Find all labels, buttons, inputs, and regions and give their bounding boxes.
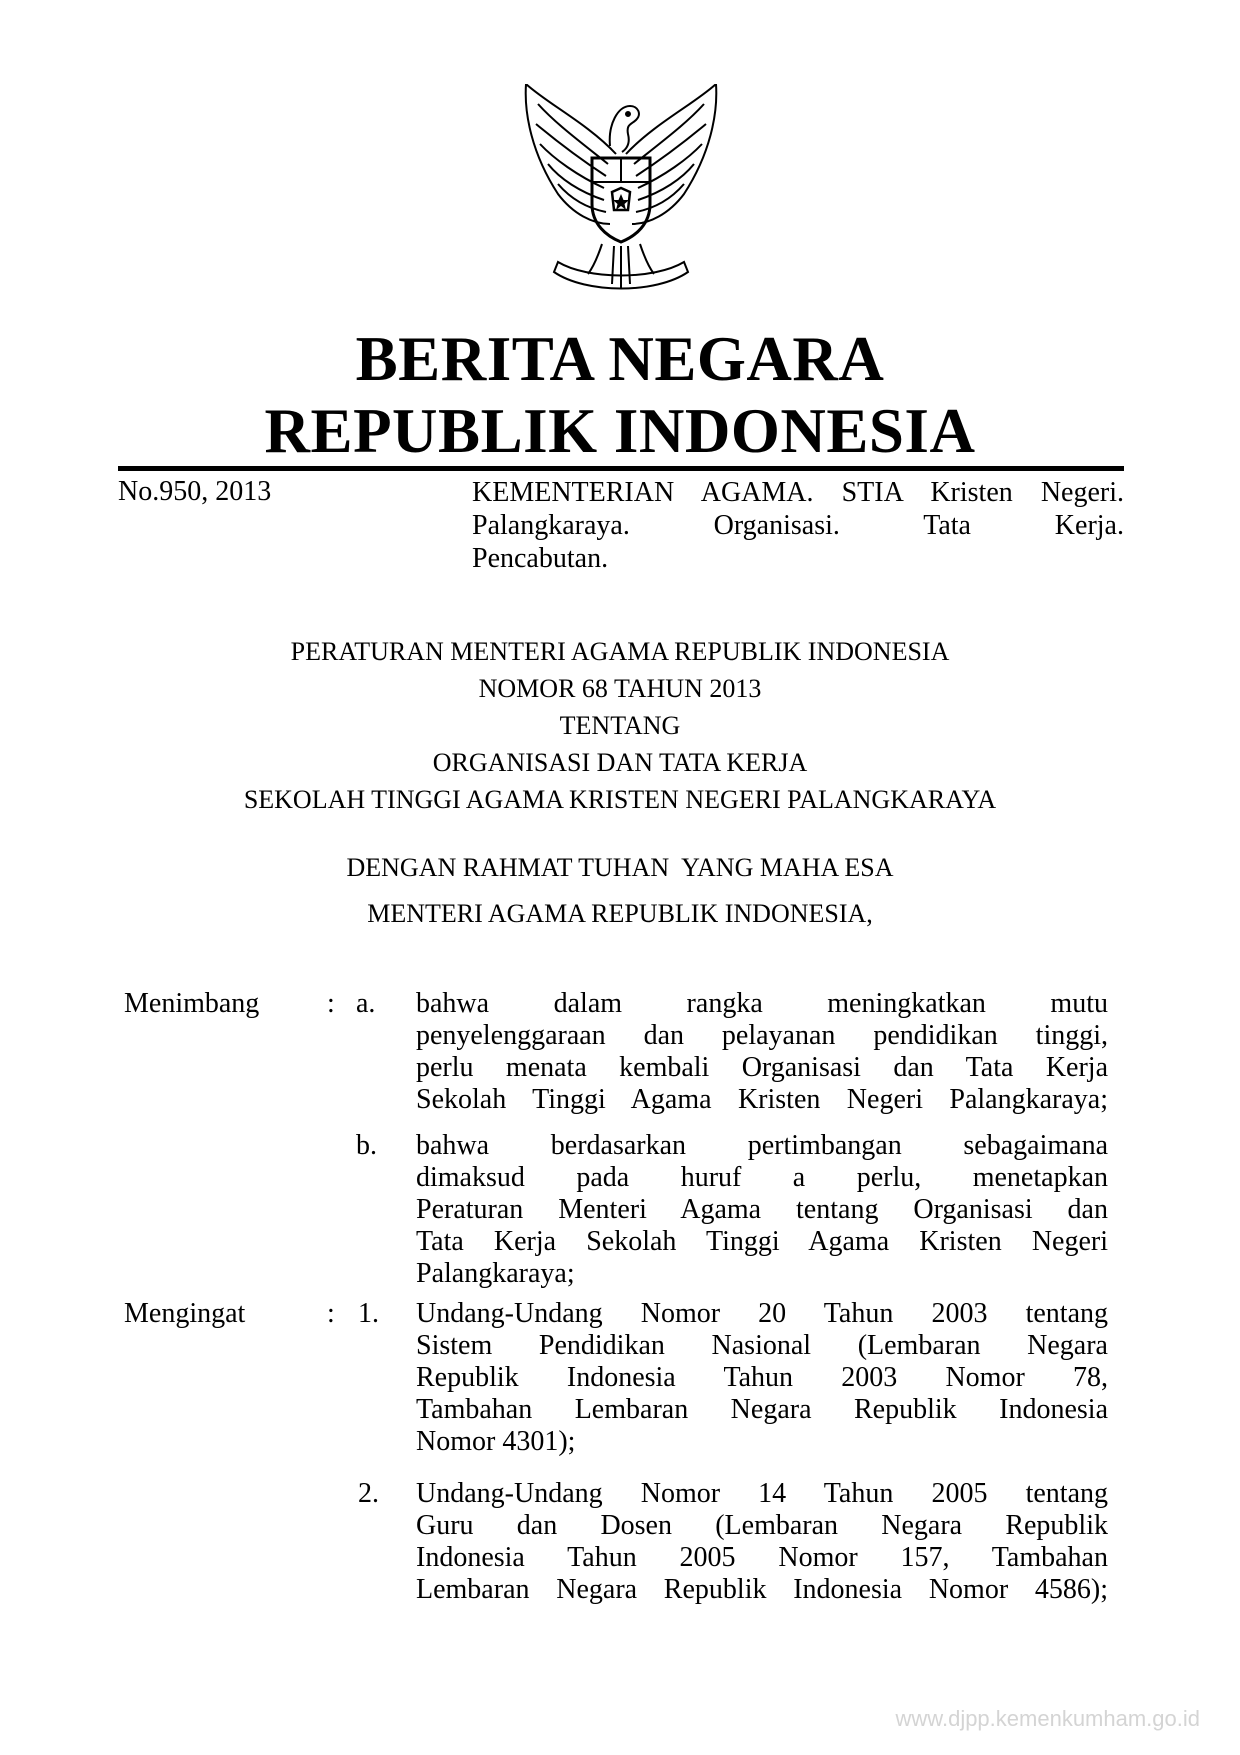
gazette-subject-line: Palangkaraya. Organisasi. Tata Kerja. (472, 510, 1124, 541)
mengingat-item-2 (416, 1478, 1108, 1606)
masthead-subtitle: REPUBLIK INDONESIA (264, 396, 976, 466)
text-line: Tata Kerja Sekolah Tinggi Agama Kristen Negeri (416, 1226, 1108, 1257)
text-line: Lembaran Negara Republik Indonesia Nomor 4586); (416, 1574, 1108, 1605)
menimbang-item-b (416, 1130, 1108, 1290)
text-line: perlu menata kembali Organisasi dan Tata Kerja (416, 1052, 1108, 1083)
menimbang-item-marker: b. (356, 1130, 377, 1161)
opening-line: MENTERI AGAMA REPUBLIK INDONESIA, (367, 899, 873, 928)
mengingat-colon: : (327, 1298, 335, 1329)
text-line: Undang-Undang Nomor 20 Tahun 2003 tentang (416, 1298, 1108, 1329)
menimbang-item-marker: a. (356, 988, 376, 1019)
mengingat-label: Mengingat (124, 1298, 246, 1329)
gazette-subject-line: KEMENTERIAN AGAMA. STIA Kristen Negeri. (472, 477, 1124, 508)
text-line: bahwa dalam rangka meningkatkan mutu (416, 988, 1108, 1019)
text-line: Republik Indonesia Tahun 2003 Nomor 78, (416, 1362, 1108, 1393)
masthead-title: BERITA NEGARA (355, 324, 885, 394)
text-line: Sekolah Tinggi Agama Kristen Negeri Palangkaraya; (416, 1084, 1108, 1115)
mengingat-item-marker: 2. (358, 1478, 379, 1509)
text-line: Indonesia Tahun 2005 Nomor 157, Tambahan (416, 1542, 1108, 1573)
text-line: Nomor 4301); (416, 1426, 576, 1457)
menimbang-label: Menimbang (124, 988, 260, 1019)
text-line: Palangkaraya; (416, 1258, 575, 1289)
regulation-type: PERATURAN MENTERI AGAMA REPUBLIK INDONESIA (290, 637, 950, 666)
text-line: Guru dan Dosen (Lembaran Negara Republik (416, 1510, 1108, 1541)
menimbang-colon: : (327, 988, 335, 1019)
regulation-institution: SEKOLAH TINGGI AGAMA KRISTEN NEGERI PALANGKARAYA (243, 785, 997, 814)
gazette-number: No.950, 2013 (118, 476, 272, 507)
opening-formula (120, 845, 1120, 937)
text-line: bahwa berdasarkan pertimbangan sebagaimana (416, 1130, 1108, 1161)
text-line: Tambahan Lembaran Negara Republik Indonesia (416, 1394, 1108, 1425)
text-line: Peraturan Menteri Agama tentang Organisasi dan (416, 1194, 1108, 1225)
text-line: dimaksud pada huruf a perlu, menetapkan (416, 1162, 1108, 1193)
text-line: Sistem Pendidikan Nasional (Lembaran Negara (416, 1330, 1108, 1361)
opening-line: DENGAN RAHMAT TUHAN YANG MAHA ESA (346, 853, 894, 882)
gazette-subject (472, 476, 1124, 575)
gazette-subject-line: Pencabutan. (472, 543, 609, 574)
mengingat-item-1 (416, 1298, 1108, 1458)
header-divider (118, 466, 1124, 471)
source-watermark: www.djpp.kemenkumham.go.id (895, 1706, 1200, 1731)
text-line: penyelenggaraan dan pelayanan pendidikan tinggi, (416, 1020, 1108, 1051)
mengingat-item-marker: 1. (358, 1298, 379, 1329)
text-line: Undang-Undang Nomor 14 Tahun 2005 tentang (416, 1478, 1108, 1509)
regulation-title-block (120, 633, 1120, 818)
regulation-about: TENTANG (559, 711, 681, 740)
regulation-subject: ORGANISASI DAN TATA KERJA (432, 748, 808, 777)
garuda-pancasila-emblem-icon (518, 84, 724, 302)
menimbang-item-a (416, 988, 1108, 1116)
regulation-number: NOMOR 68 TAHUN 2013 (478, 674, 762, 703)
